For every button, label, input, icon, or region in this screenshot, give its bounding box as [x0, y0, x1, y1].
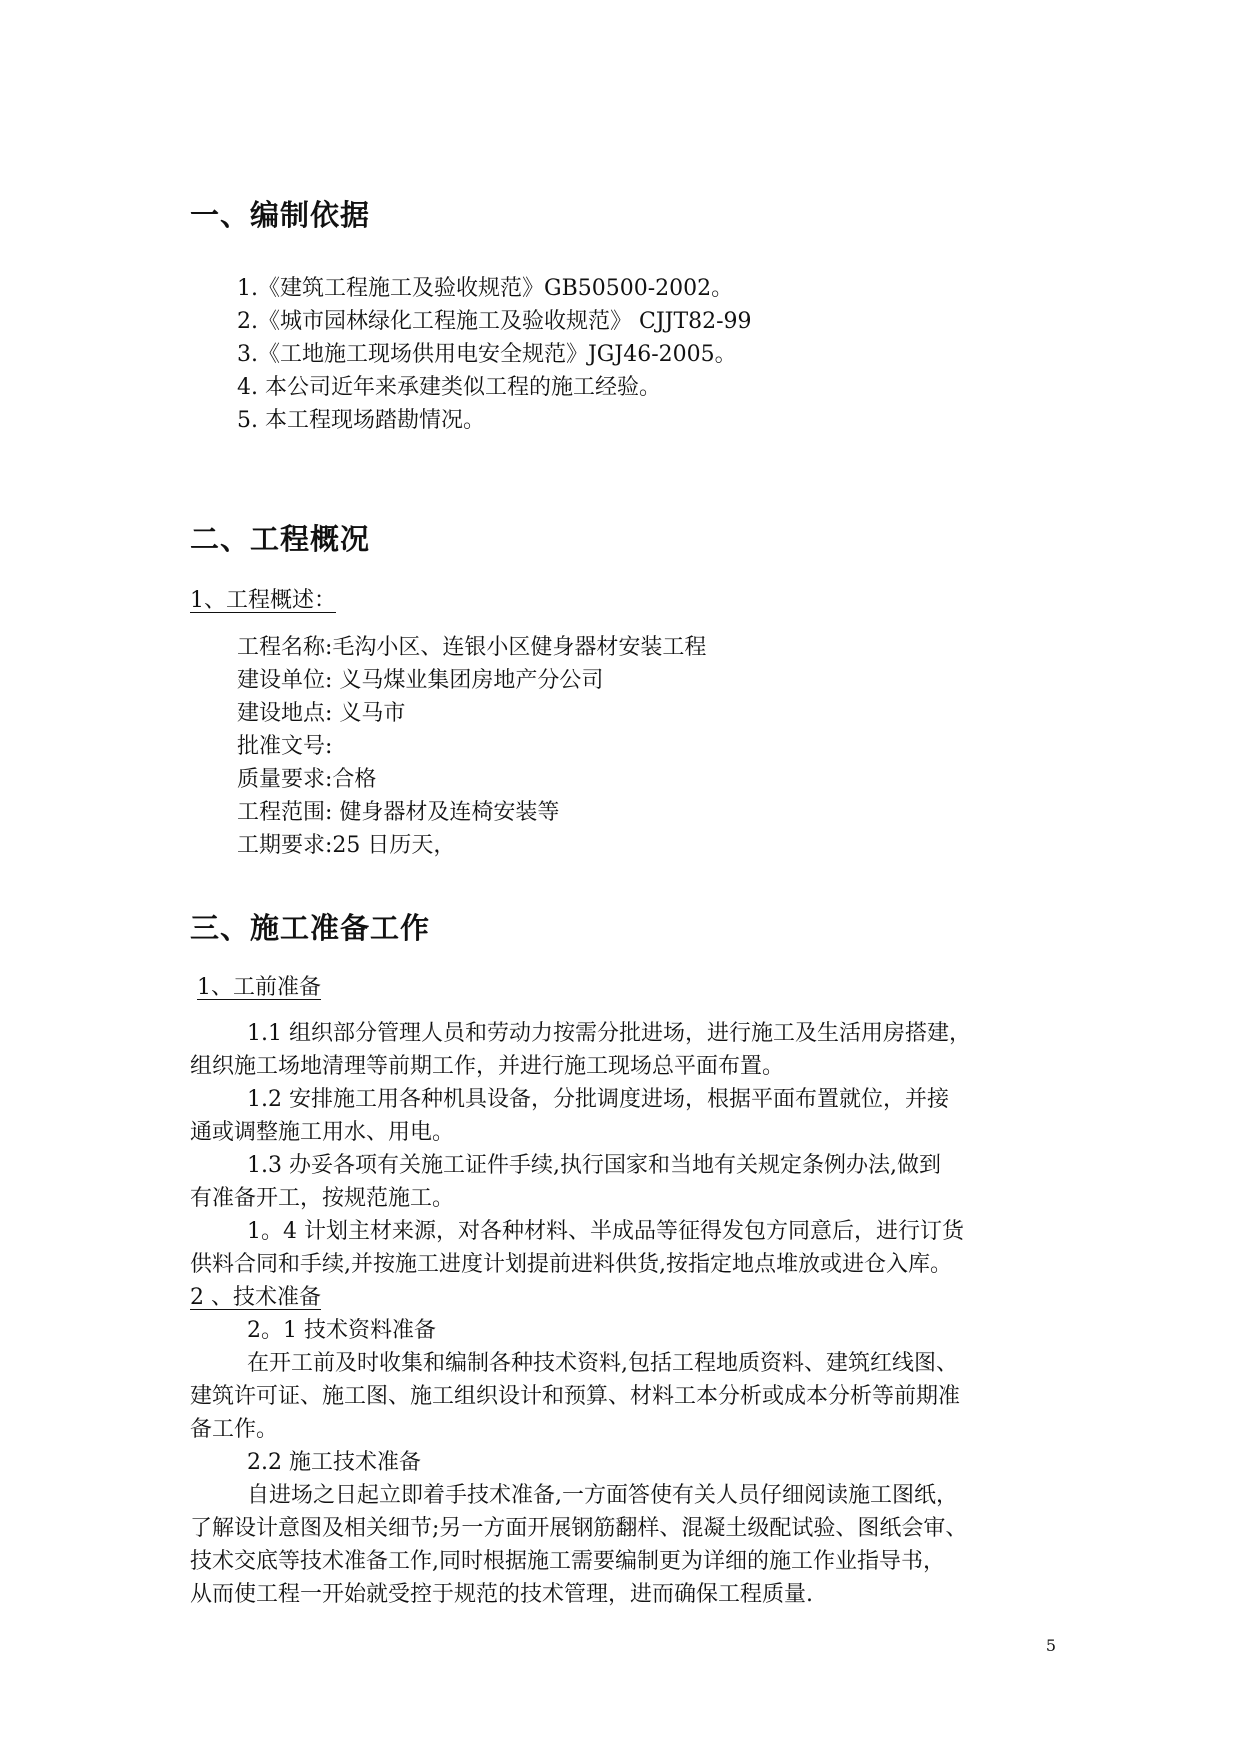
para-1-3-line-1: 1.3 办妥各项有关施工证件手续,执行国家和当地有关规定条例办法,做到	[247, 1153, 941, 1178]
basis-item-5: 5. 本工程现场踏勘情况。	[237, 408, 485, 433]
basis-item-4: 4. 本公司近年来承建类似工程的施工经验。	[237, 375, 661, 400]
construction-tech-heading: 2.2 施工技术准备	[247, 1450, 421, 1475]
basis-item-2: 2.《城市园林绿化工程施工及验收规范》 CJJT82-99	[237, 309, 752, 334]
section-3-heading: 三、施工准备工作	[190, 911, 431, 945]
para-2-2-line-4: 从而使工程一开始就受控于规范的技术管理，进而确保工程质量.	[190, 1582, 813, 1607]
para-1-2-line-2: 通或调整施工用水、用电。	[190, 1120, 455, 1145]
field-duration: 工期要求:25 日历天，	[237, 833, 456, 858]
overview-subheading: 1、工程概述：	[190, 588, 336, 613]
field-approval-number: 批准文号:	[237, 734, 333, 759]
para-1-4-line-1: 1。4 计划主材来源，对各种材料、半成品等征得发包方同意后，进行订货	[247, 1219, 964, 1244]
field-construction-unit: 建设单位: 义马煤业集团房地产分公司	[237, 668, 604, 693]
para-1-4-line-2: 供料合同和手续,并按施工进度计划提前进料供货,按指定地点堆放或进仓入库。	[190, 1252, 952, 1277]
tech-docs-heading: 2。1 技术资料准备	[247, 1318, 436, 1343]
basis-item-1: 1.《建筑工程施工及验收规范》GB50500-2002。	[237, 276, 734, 301]
pre-work-subheading: 1、工前准备	[197, 975, 321, 1000]
para-2-1-line-3: 备工作。	[190, 1417, 279, 1442]
para-2-2-line-3: 技术交底等技术准备工作,同时根据施工需要编制更为详细的施工作业指导书，	[190, 1549, 945, 1574]
para-1-1-line-2: 组织施工场地清理等前期工作，并进行施工现场总平面布置。	[190, 1054, 785, 1079]
field-scope: 工程范围: 健身器材及连椅安装等	[237, 800, 560, 825]
field-project-name: 工程名称:毛沟小区、连银小区健身器材安装工程	[237, 635, 707, 660]
field-quality: 质量要求:合格	[237, 767, 377, 792]
tech-prep-subheading: 2 、技术准备	[190, 1285, 321, 1310]
section-2-heading: 二、工程概况	[190, 522, 371, 556]
field-location: 建设地点: 义马市	[237, 701, 406, 726]
basis-item-3: 3.《工地施工现场供用电安全规范》JGJ46-2005。	[237, 342, 737, 367]
para-1-3-line-2: 有准备开工，按规范施工。	[190, 1186, 455, 1211]
section-1-heading: 一、编制依据	[190, 198, 371, 232]
para-2-2-line-1: 自进场之日起立即着手技术准备,一方面答使有关人员仔细阅读施工图纸，	[247, 1483, 958, 1508]
para-2-1-line-1: 在开工前及时收集和编制各种技术资料,包括工程地质资料、建筑红线图、	[247, 1351, 958, 1376]
para-1-2-line-1: 1.2 安排施工用各种机具设备，分批调度进场，根据平面布置就位，并接	[247, 1087, 949, 1112]
para-2-2-line-2: 了解设计意图及相关细节;另一方面开展钢筋翻样、混凝土级配试验、图纸会审、	[190, 1516, 968, 1541]
para-2-1-line-2: 建筑许可证、施工图、施工组织设计和预算、材料工本分析或成本分析等前期准	[190, 1384, 961, 1409]
page-number: 5	[1045, 1636, 1056, 1655]
para-1-1-line-1: 1.1 组织部分管理人员和劳动力按需分批进场，进行施工及生活用房搭建，	[247, 1021, 971, 1046]
